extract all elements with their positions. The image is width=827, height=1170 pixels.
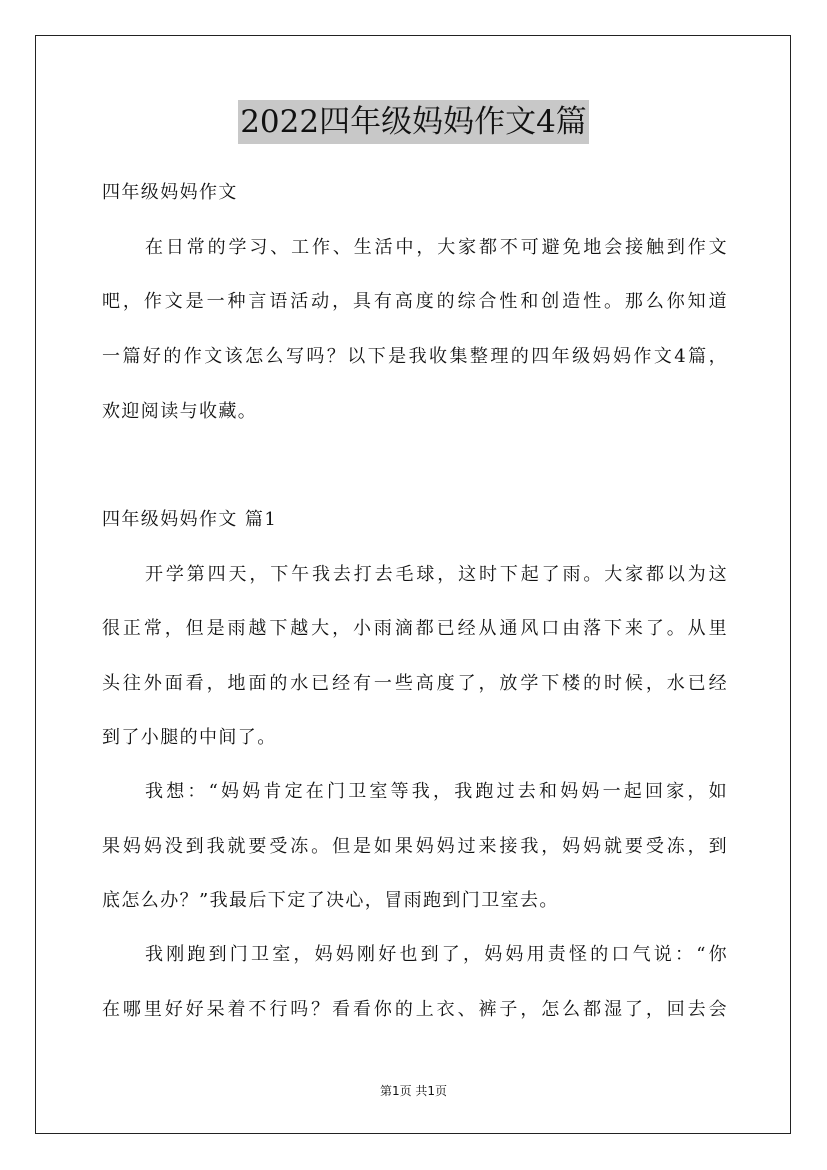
page-footer: 第1页 共1页 (379, 1084, 448, 1098)
intro-line: 在日常的学习、工作、生活中，大家都不可避免地会接触到作文 (145, 237, 728, 258)
intro-line: 吧，作文是一种言语活动，具有高度的综合性和创造性。那么你知道 (102, 291, 728, 312)
paragraph-line: 开学第四天，下午我去打去毛球，这时下起了雨。大家都以为这 (145, 564, 728, 585)
intro-line: 一篇好的作文该怎么写吗？以下是我收集整理的四年级妈妈作文4篇， (102, 346, 728, 367)
paragraph-line: 我想：“妈妈肯定在门卫室等我，我跑过去和妈妈一起回家，如 (145, 781, 728, 802)
document-title: 2022四年级妈妈作文4篇 (238, 100, 589, 144)
intro-heading: 四年级妈妈作文 (102, 182, 238, 203)
section-heading: 四年级妈妈作文 篇1 (102, 509, 278, 530)
title-container (0, 100, 827, 144)
paragraph-line: 底怎么办？”我最后下定了决心，冒雨跑到门卫室去。 (102, 890, 559, 911)
paragraph-line: 果妈妈没到我就要受冻。但是如果妈妈过来接我，妈妈就要受冻，到 (102, 836, 728, 857)
paragraph-line: 我刚跑到门卫室，妈妈刚好也到了，妈妈用责怪的口气说：“你 (145, 944, 728, 965)
paragraph-line: 在哪里好好呆着不行吗？看看你的上衣、裤子，怎么都湿了，回去会 (102, 999, 728, 1020)
paragraph-line: 到了小腿的中间了。 (102, 727, 277, 748)
paragraph-line: 很正常，但是雨越下越大，小雨滴都已经从通风口由落下来了。从里 (102, 618, 728, 639)
paragraph-line: 头往外面看，地面的水已经有一些高度了，放学下楼的时候，水已经 (102, 673, 728, 694)
intro-line: 欢迎阅读与收藏。 (102, 401, 258, 422)
